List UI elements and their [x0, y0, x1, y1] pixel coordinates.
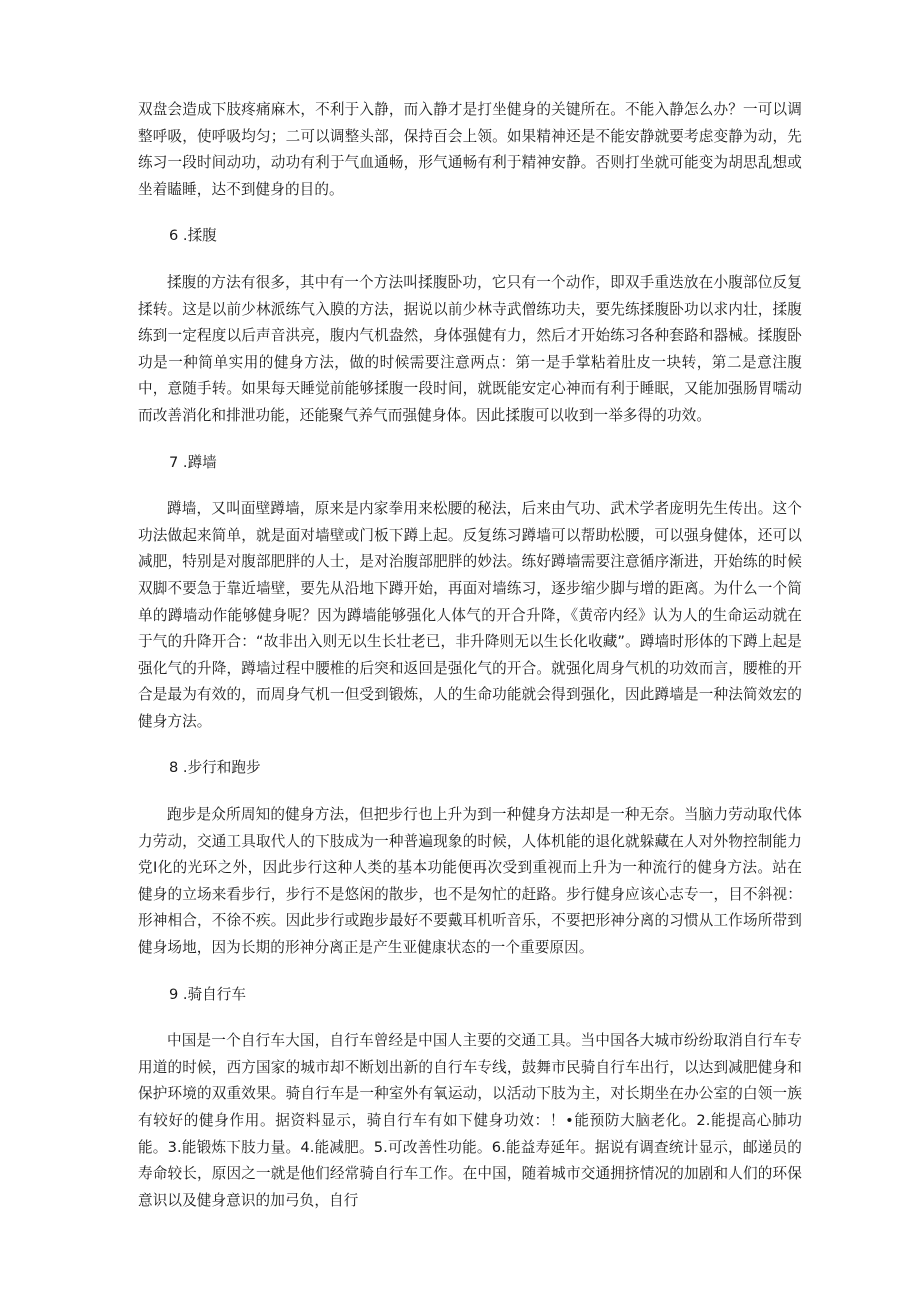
section-heading-walking-running: 8 .步行和跑步 — [169, 759, 261, 777]
section-body-rub-abdomen: 揉腹的方法有很多，其中有一个方法叫揉腹卧功，它只有一个动作，即双手重迭放在小腹部位反复揉转。这是以前少林派练气入膜的方法，据说以前少林寺武僧练功夫，要先练揉腹卧功以求内壮，揉腹练到一定程度以后声音洪亮，腹内气机盎然，身体强健有力，然后才开始练习各种套路和器械。揉腹卧功是一种简单实用的健身方法，做的时候需要注意两点：第一是手掌粘着肚皮一块转，第二是意注腹中，意随手转。如果每天睡觉前能够揉腹一段时间，就既能安定心神而有利于睡眠，又能加强肠胃嚅动而改善消化和排泄功能，还能聚气养气而强健身体。因此揉腹可以收到一举多得的功效。 — [138, 273, 802, 424]
section-heading-rub-abdomen: 6 .揉腹 — [169, 227, 217, 245]
intro-paragraph: 双盘会造成下肢疼痛麻木，不利于入静，而入静才是打坐健身的关键所在。不能入静怎么办？一可以调整呼吸，使呼吸均匀；二可以调整头部，保持百会上领。如果精神还是不能安静就要考虑变静为动，先练习一段时间动功，动功有利于气血通畅，形气通畅有利于精神安静。否则打坐就可能变为胡思乱想或坐着瞌睡，达不到健身的目的。 — [138, 101, 802, 198]
section-body-walking-running: 跑步是众所周知的健身方法，但把步行也上升为到一种健身方法却是一种无奈。当脑力劳动取代体力劳动，交通工具取代人的下肢成为一种普遍现象的时候，人体机能的退化就躲藏在人对外物控制能力党I化的光环之外，因此步行这种人类的基本功能便再次受到重视而上升为一种流行的健身方法。站在健身的立场来看步行，步行不是悠闲的散步，也不是匆忙的赶路。步行健身应该心志专一，目不斜视：形神相合，不徐不疾。因此步行或跑步最好不要戴耳机听音乐，不要把形神分离的习惯从工作场所带到健身场地，因为长期的形神分离正是产生亚健康状态的一个重要原因。 — [138, 806, 802, 957]
section-heading-wall-squat: 7 .蹲墙 — [169, 453, 217, 471]
section-heading-cycling: 9 .骑自行车 — [169, 985, 246, 1003]
document-page — [138, 97, 802, 1214]
section-body-cycling: 中国是一个自行车大国，自行车曾经是中国人主要的交通工具。当中国各大城市纷纷取消自行车专用道的时候，西方国家的城市却不断划出新的自行车专线，鼓舞市民骑自行车出行，以达到减肥健身和保护环境的双重效果。骑自行车是一种室外有氧运动，以活动下肢为主，对长期坐在办公室的白领一族有较好的健身作用。据资料显示，骑自行车有如下健身功效：！•能预防大脑老化。2.能提高心肺功能。3.能锻炼下肢力量。4.能减肥。5.可改善性功能。6.能益寿延年。据说有调查统计显示，邮递员的寿命较长，原因之一就是他们经常骑自行车工作。在中国，随着城市交通拥挤情况的加剧和人们的环保意识以及健身意识的加弓负，自行 — [138, 1032, 802, 1209]
section-body-wall-squat: 蹲墙，又叫面壁蹲墙，原来是内家拳用来松腰的秘法，后来由气功、武术学者庞明先生传出。这个功法做起来简单，就是面对墙壁或门板下蹲上起。反复练习蹲墙可以帮助松腰，可以强身健体，还可以减肥，特别是对腹部肥胖的人士，是对治腹部肥胖的妙法。练好蹲墙需要注意循序渐进，开始练的时候双脚不要急于靠近墙壁，要先从沿地下蹲开始，再面对墙练习，逐步缩少脚与增的距离。为什么一个简单的蹲墙动作能够健身呢？因为蹲墙能够强化人体气的开合升降，《黄帝内经》认为人的生命运动就在于气的升降开合：“故非出入则无以生长壮老已，非升降则无以生长化收藏”。蹲墙时形体的下蹲上起是强化气的升降，蹲墙过程中腰椎的后突和返回是强化气的开合。就强化周身气机的功效而言，腰椎的开合是最为有效的，而周身气机一但受到锻炼，人的生命功能就会得到强化，因此蹲墙是一种法简效宏的健身方法。 — [138, 500, 802, 730]
